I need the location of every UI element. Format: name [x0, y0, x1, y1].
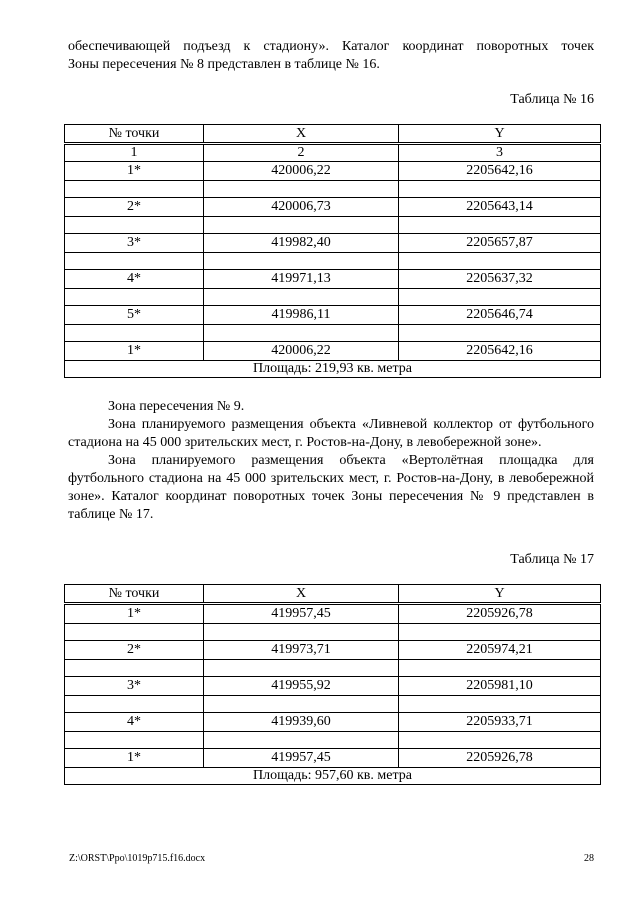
zone-9-paragraph-1: Зона планируемого размещения объекта «Ливневой коллектор от футбольного стадиона на 45 000 зрительских мест, г. Ростов-на-Дону, в левобережной зоне». — [68, 417, 594, 450]
zone-9-title: Зона пересечения № 9. — [108, 399, 245, 414]
header-y: Y — [399, 125, 601, 144]
blank-cell — [399, 325, 601, 342]
blank-cell — [204, 289, 399, 306]
column-number: 3 — [399, 144, 601, 162]
point-cell: 4* — [65, 270, 204, 289]
blank-cell — [65, 325, 204, 342]
blank-row — [65, 732, 601, 749]
point-cell: 1* — [65, 342, 204, 361]
y-cell: 2205926,78 — [399, 749, 601, 768]
footer-file-path: Z:\ORST\Ppo\1019p715.f16.docx — [69, 853, 206, 864]
header-x: X — [204, 585, 399, 604]
y-cell: 2205926,78 — [399, 604, 601, 624]
zone-9-section — [68, 398, 594, 524]
blank-cell — [65, 732, 204, 749]
blank-cell — [65, 696, 204, 713]
point-cell: 4* — [65, 713, 204, 732]
y-cell: 2205933,71 — [399, 713, 601, 732]
blank-cell — [204, 253, 399, 270]
point-cell: 3* — [65, 677, 204, 696]
blank-row — [65, 181, 601, 198]
y-cell: 2205657,87 — [399, 234, 601, 253]
column-number-row — [65, 144, 601, 162]
table-row — [65, 677, 601, 696]
blank-cell — [399, 660, 601, 677]
blank-row — [65, 217, 601, 234]
x-cell: 419957,45 — [204, 604, 399, 624]
y-cell: 2205637,32 — [399, 270, 601, 289]
point-cell: 5* — [65, 306, 204, 325]
page-number: 28 — [584, 853, 594, 864]
blank-cell — [204, 696, 399, 713]
table-16-caption: Таблица № 16 — [510, 92, 594, 107]
table-row — [65, 234, 601, 253]
blank-cell — [65, 217, 204, 234]
blank-cell — [204, 732, 399, 749]
point-cell: 3* — [65, 234, 204, 253]
header-y: Y — [399, 585, 601, 604]
x-cell: 419957,45 — [204, 749, 399, 768]
blank-row — [65, 696, 601, 713]
point-cell: 1* — [65, 749, 204, 768]
x-cell: 419971,13 — [204, 270, 399, 289]
x-cell: 420006,22 — [204, 342, 399, 361]
table-header-row — [65, 125, 601, 144]
table-header-row — [65, 585, 601, 604]
table-row — [65, 162, 601, 181]
y-cell: 2205643,14 — [399, 198, 601, 217]
x-cell: 420006,22 — [204, 162, 399, 181]
blank-cell — [204, 624, 399, 641]
y-cell: 2205642,16 — [399, 342, 601, 361]
blank-cell — [204, 325, 399, 342]
blank-cell — [399, 732, 601, 749]
blank-cell — [204, 181, 399, 198]
area-cell: Площадь: 957,60 кв. метра — [65, 768, 601, 785]
table-row — [65, 641, 601, 660]
table-row — [65, 306, 601, 325]
blank-row — [65, 289, 601, 306]
table-row — [65, 604, 601, 624]
header-point: № точки — [65, 585, 204, 604]
blank-cell — [399, 253, 601, 270]
table-row — [65, 270, 601, 289]
y-cell: 2205981,10 — [399, 677, 601, 696]
table-row — [65, 198, 601, 217]
table-16 — [64, 124, 601, 378]
x-cell: 419939,60 — [204, 713, 399, 732]
zone-9-paragraph-2: Зона планируемого размещения объекта «Вертолётная площадка для футбольного стадиона на 45 000 зрительских мест, г. Ростов-на-Дону, в левобережной зоне». Каталог координат поворотных точек Зоны пересечения № 9 представлен в таблице № 17. — [68, 453, 594, 522]
area-row — [65, 361, 601, 378]
point-cell: 1* — [65, 604, 204, 624]
x-cell: 419986,11 — [204, 306, 399, 325]
y-cell: 2205642,16 — [399, 162, 601, 181]
blank-cell — [65, 289, 204, 306]
blank-row — [65, 253, 601, 270]
blank-cell — [65, 253, 204, 270]
y-cell: 2205646,74 — [399, 306, 601, 325]
blank-cell — [399, 289, 601, 306]
table-row — [65, 713, 601, 732]
area-row — [65, 768, 601, 785]
column-number: 1 — [65, 144, 204, 162]
x-cell: 420006,73 — [204, 198, 399, 217]
blank-row — [65, 325, 601, 342]
blank-row — [65, 624, 601, 641]
blank-cell — [65, 181, 204, 198]
x-cell: 419955,92 — [204, 677, 399, 696]
y-cell: 2205974,21 — [399, 641, 601, 660]
blank-cell — [399, 181, 601, 198]
column-number: 2 — [204, 144, 399, 162]
intro-line-1: обеспечивающей подъезд к стадиону». Каталог координат поворотных точек — [68, 39, 594, 54]
table-17-caption: Таблица № 17 — [510, 552, 594, 567]
table-17 — [64, 584, 601, 785]
blank-cell — [65, 660, 204, 677]
blank-cell — [399, 624, 601, 641]
blank-cell — [399, 217, 601, 234]
point-cell: 2* — [65, 641, 204, 660]
blank-cell — [399, 696, 601, 713]
intro-line-2: Зоны пересечения № 8 представлен в таблице № 16. — [68, 57, 380, 72]
point-cell: 1* — [65, 162, 204, 181]
point-cell: 2* — [65, 198, 204, 217]
blank-row — [65, 660, 601, 677]
intro-paragraph — [68, 38, 594, 74]
table-row — [65, 342, 601, 361]
blank-cell — [204, 217, 399, 234]
blank-cell — [204, 660, 399, 677]
blank-cell — [65, 624, 204, 641]
header-point: № точки — [65, 125, 204, 144]
area-cell: Площадь: 219,93 кв. метра — [65, 361, 601, 378]
table-row — [65, 749, 601, 768]
header-x: X — [204, 125, 399, 144]
x-cell: 419982,40 — [204, 234, 399, 253]
x-cell: 419973,71 — [204, 641, 399, 660]
